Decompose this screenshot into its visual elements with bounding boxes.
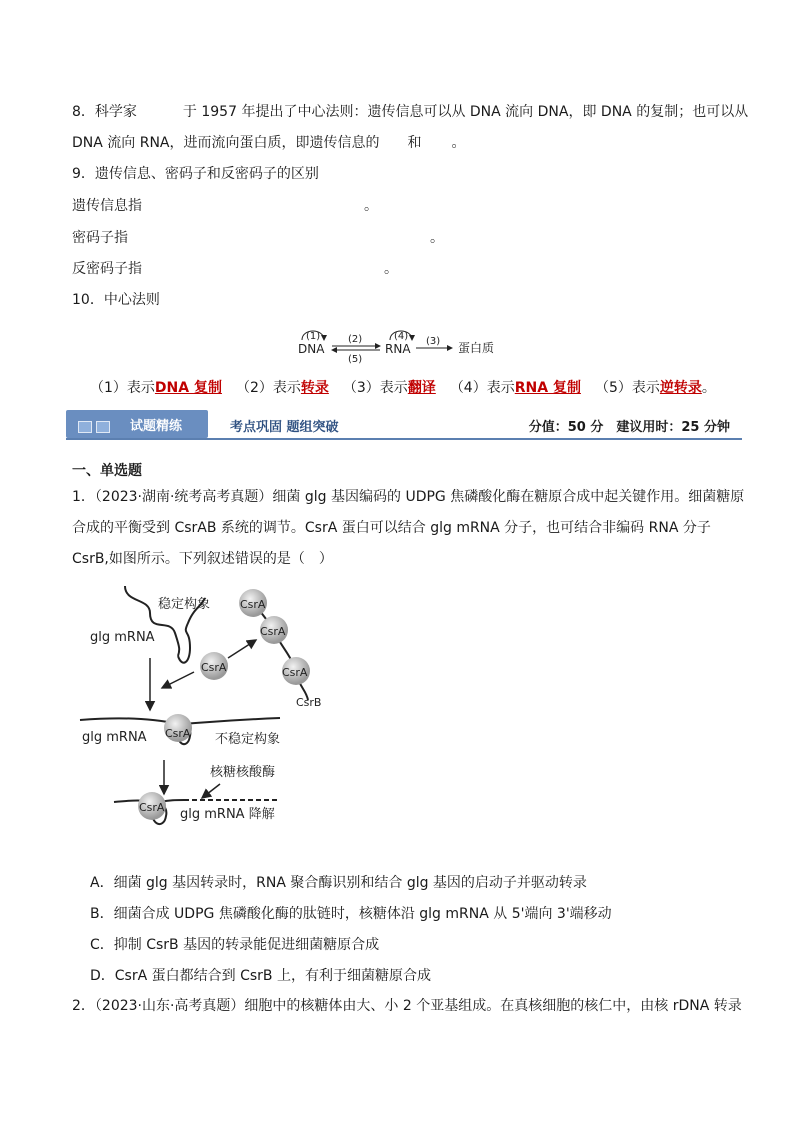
section-score: 分值：50 分 建议用时：25 分钟 — [528, 420, 730, 435]
question1-line: 合成的平衡受到 CsrAB 系统的调节。CsrA 蛋白可以结合 glg mRNA 分子，也可结合非编码 RNA 分子 — [72, 520, 711, 536]
glg-mrna-label: glg mRNA — [90, 630, 155, 645]
csra-label: CsrA — [201, 661, 227, 674]
q8-line1 — [72, 102, 748, 122]
q10-title: 10．中心法则 — [72, 292, 160, 308]
stable-conformation-label: 稳定构象 — [158, 597, 211, 612]
answer-value: 转录 — [300, 380, 329, 396]
degradation-label: glg mRNA 降解 — [180, 807, 275, 822]
section-divider — [66, 438, 742, 440]
csra-to-csrb-arrow — [228, 640, 256, 658]
label-n3: (3) — [426, 336, 441, 347]
q9-item-end: 。 — [364, 198, 378, 214]
part-title: 一、单选题 — [72, 463, 142, 479]
q9-item-end: 。 — [384, 261, 398, 277]
label-n1: (1) — [306, 331, 321, 342]
q10-answer-line — [90, 378, 716, 398]
csrb-label: CsrB — [296, 696, 322, 709]
answer-option-b[interactable]: B．细菌合成 UDPG 焦磷酸化酶的肽链时，核糖体沿 glg mRNA 从 5'端向 3'端移动 — [90, 906, 612, 922]
section-header-bar — [66, 410, 742, 440]
question1-line: CsrB,如图所示。下列叙述错误的是（ ） — [72, 551, 333, 567]
label-n2: (2) — [348, 334, 363, 345]
answer-option-c[interactable]: C．抑制 CsrB 基因的转录能促进细菌糖原合成 — [90, 937, 380, 953]
section-tag-label: 试题精练 — [130, 419, 183, 434]
q8-text: 8．科学家 — [72, 104, 137, 120]
q9-title: 9．遗传信息、密码子和反密码子的区别 — [72, 166, 319, 182]
label-n4: (4) — [394, 331, 409, 342]
answer-option-a[interactable]: A．细菌 glg 基因转录时，RNA 聚合酶识别和结合 glg 基因的启动子并驱动转录 — [90, 875, 587, 891]
answer-option-d[interactable]: D．CsrA 蛋白都结合到 CsrB 上，有利于细菌糖原合成 — [90, 968, 431, 984]
protein-label: 蛋白质 — [458, 341, 495, 355]
question1-line: 1．（2023·湖南·统考高考真题）细菌 glg 基因编码的 UDPG 焦磷酸化酶在糖原合成中起关键作用。细菌糖原 — [72, 489, 745, 505]
q8-line2 — [72, 133, 466, 153]
csra-mechanism-figure — [70, 578, 350, 850]
q9-item-label: 反密码子指 — [72, 261, 142, 277]
answer-prefix: （3）表示 — [342, 380, 408, 396]
section-subtitle: 考点巩固 题组突破 — [230, 420, 339, 435]
answer-value: DNA 复制 — [154, 380, 222, 396]
q9-item-end: 。 — [430, 230, 444, 246]
answer-prefix: （5）表示 — [594, 380, 660, 396]
answer-value: 逆转录 — [659, 380, 702, 396]
csra-label: CsrA — [139, 801, 165, 814]
csra-label: CsrA — [282, 666, 308, 679]
answer-prefix: （1）表示 — [90, 380, 155, 396]
glg-mrna-label: glg mRNA — [82, 730, 147, 745]
q8-text: 和 — [407, 135, 422, 151]
q9-item-label: 遗传信息指 — [72, 198, 142, 214]
central-dogma-diagram — [290, 325, 520, 367]
q9-item-label: 密码子指 — [72, 230, 128, 246]
dna-label: DNA — [298, 342, 325, 356]
answer-value: RNA 复制 — [514, 380, 581, 396]
q8-text: 。 — [451, 135, 466, 151]
csra-to-mrna-arrow — [162, 672, 194, 688]
q9-item — [72, 228, 444, 248]
answer-prefix: （2）表示 — [235, 380, 301, 396]
q8-text: DNA 流向 RNA，进而流向蛋白质，即遗传信息的 — [72, 135, 380, 151]
section-tag — [66, 410, 208, 438]
answer-end: 。 — [701, 380, 716, 396]
ribonuclease-arrow — [202, 784, 220, 798]
q8-text: 于 1957 年提出了中心法则：遗传信息可以从 DNA 流向 DNA，即 DNA 的复制；也可以从 — [182, 104, 749, 120]
csra-label: CsrA — [260, 625, 286, 638]
ribonuclease-label: 核糖核酸酶 — [210, 765, 276, 780]
tag-square-icon — [96, 421, 110, 433]
label-n5: (5) — [348, 354, 363, 365]
answer-prefix: （4）表示 — [449, 380, 515, 396]
q9-item — [72, 196, 378, 216]
q9-item — [72, 259, 398, 279]
unstable-conformation-label: 不稳定构象 — [215, 732, 281, 747]
tag-square-icon — [78, 421, 92, 433]
question2-line: 2．（2023·山东·高考真题）细胞中的核糖体由大、小 2 个亚基组成。在真核细胞的核仁中，由核 rDNA 转录 — [72, 998, 742, 1014]
csra-label: CsrA — [165, 727, 191, 740]
csra-label: CsrA — [240, 598, 266, 611]
rna-label: RNA — [385, 342, 411, 356]
answer-value: 翻译 — [407, 380, 436, 396]
